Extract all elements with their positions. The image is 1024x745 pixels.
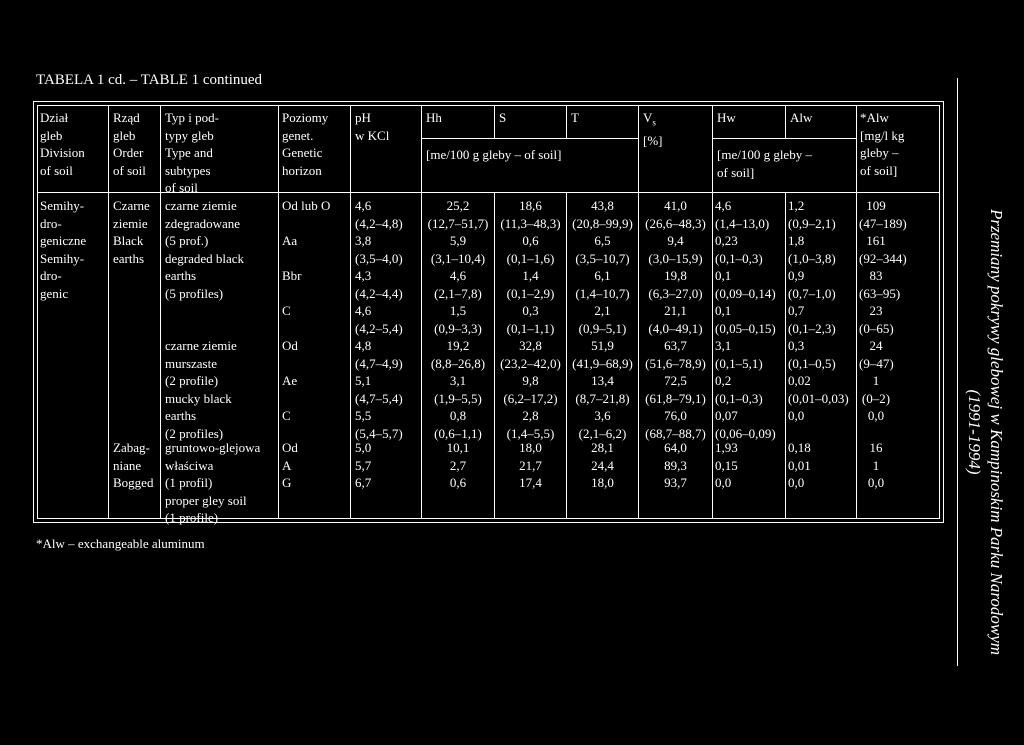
g1-hw: 4,6 (1,4–13,0) 0,23 (0,1–0,3) 0,1 (0,09–0,14) 0,1 (0,05–0,15): [715, 198, 776, 336]
g3-hh: 10,1 2,7 0,6: [446, 440, 470, 490]
g1-alw-mg: 109 (47–189) 161 (92–344) 83 (63–95) 23 (0–65): [859, 198, 907, 336]
col-rule-5: [421, 105, 422, 519]
header-horizon: Poziomy genet. Genetic horizon: [282, 110, 329, 178]
header-hw: Hw: [717, 110, 736, 125]
header-unit-me-2: [me/100 g gleby – of soil]: [717, 147, 812, 180]
side-title-line1: Przemiany pokrywy glebowej w Kampinoskim Parku Narodowym: [987, 208, 1006, 656]
col-rule-8: [638, 105, 639, 519]
g3-type: gruntowo-glejowa właściwa (1 profil) proper gley soil (1 profile): [165, 440, 261, 525]
footnote: *Alw – exchangeable aluminum: [36, 536, 205, 551]
g2-alw-mg: 24 (9–47) 1 (0–2) 0,0: [859, 338, 894, 423]
g2-hw: 3,1 (0,1–5,1) 0,2 (0,1–0,3) 0,07 (0,06–0,09): [715, 338, 776, 441]
order-bogged: Zabag- niane Bogged: [113, 440, 154, 490]
g3-t: 28,1 24,4 18,0: [591, 440, 614, 490]
col-rule-9: [712, 105, 713, 519]
unit-rule-2: [712, 138, 856, 139]
col-rule-7: [566, 105, 567, 138]
division-cell: Semihy- dro- geniczne Semihy- dro- genic: [40, 198, 87, 301]
col-rule-6b: [494, 192, 495, 519]
g2-t: 51,9 (41,9–68,9) 13,4 (8,7–21,8) 3,6 (2,1–6,2): [572, 338, 633, 441]
g1-horizons: Od lub O Aa Bbr C: [282, 198, 331, 318]
col-rule-3: [278, 105, 279, 519]
g3-vs: 64,0 89,3 93,7: [664, 440, 687, 490]
g3-alw: 0,18 0,01 0,0: [788, 440, 811, 490]
header-alw: Alw: [790, 110, 813, 125]
header-alw-mg: *Alw [mg/l kg gleby – of soil]: [860, 110, 905, 178]
g3-alw-mg: 16 1 0,0: [867, 440, 885, 490]
g1-vs: 41,0 (26,6–48,3) 9,4 (3,0–15,9) 19,8 (6,3–27,0) 21,1 (4,0–49,1): [645, 198, 706, 336]
g1-ph: 4,6 (4,2–4,8) 3,8 (3,5–4,0) 4,3 (4,2–4,4) 4,6 (4,2–5,4): [355, 198, 403, 336]
unit-rule-1: [421, 138, 638, 139]
side-title-line2: (1991-1994): [965, 389, 984, 475]
col-rule-2: [160, 105, 161, 519]
g3-ph: 5,0 5,7 6,7: [355, 440, 372, 490]
col-rule-11: [856, 105, 857, 519]
header-type: Typ i pod- typy gleb Type and subtypes of soil: [165, 110, 219, 195]
header-ph: pH w KCl: [355, 110, 390, 143]
order-black-earths: Czarne ziemie Black earths: [113, 198, 150, 266]
col-rule-10: [785, 105, 786, 138]
header-hh: Hh: [426, 110, 442, 125]
g1-type: czarne ziemie zdegradowane (5 prof.) degraded black earths (5 profiles): [165, 198, 245, 301]
g1-alw: 1,2 (0,9–2,1) 1,8 (1,0–3,8) 0,9 (0,7–1,0) 0,7 (0,1–2,3): [788, 198, 836, 336]
g2-vs: 63,7 (51,6–78,9) 72,5 (61,8–79,1) 76,0 (68,7–88,7): [645, 338, 706, 441]
g2-ph: 4,8 (4,7–4,9) 5,1 (4,7–5,4) 5,5 (5,4–5,7): [355, 338, 403, 441]
g3-hw: 1,93 0,15 0,0: [715, 440, 738, 490]
g2-alw: 0,3 (0,1–0,5) 0,02 (0,01–0,03) 0,0: [788, 338, 849, 423]
g2-type: czarne ziemie murszaste (2 profile) mucky black earths (2 profiles): [165, 338, 237, 441]
col-rule-7b: [566, 192, 567, 519]
header-t: T: [571, 110, 579, 125]
g3-horizons: Od A G: [282, 440, 298, 490]
g2-horizons: Od Ae C: [282, 338, 298, 423]
header-division: Dział gleb Division of soil: [40, 110, 85, 178]
g2-s: 32,8 (23,2–42,0) 9,8 (6,2–17,2) 2,8 (1,4–5,5): [500, 338, 561, 441]
side-rule: [957, 78, 958, 666]
table-caption: TABELA 1 cd. – TABLE 1 continued: [36, 72, 263, 88]
header-order: Rząd gleb Order of soil: [113, 110, 146, 178]
header-s: S: [499, 110, 507, 125]
g1-hh: 25,2 (12,7–51,7) 5,9 (3,1–10,4) 4,6 (2,1–7,8) 1,5 (0,9–3,3): [427, 198, 489, 336]
g1-t: 43,8 (20,8–99,9) 6,5 (3,5–10,7) 6,1 (1,4–10,7) 2,1 (0,9–5,1): [572, 198, 633, 336]
col-rule-1: [108, 105, 109, 519]
header-vs: $V_s$ [%]: [643, 110, 663, 149]
g1-s: 18,6 (11,3–48,3) 0,6 (0,1–1,6) 1,4 (0,1–2,9) 0,3 (0,1–1,1): [500, 198, 561, 336]
col-rule-4: [350, 105, 351, 519]
g2-hh: 19,2 (8,8–26,8) 3,1 (1,9–5,5) 0,8 (0,6–1,1): [430, 338, 486, 441]
col-rule-10b: [785, 192, 786, 519]
header-unit-me: [me/100 g gleby – of soil]: [426, 147, 562, 162]
g3-s: 18,0 21,7 17,4: [519, 440, 542, 490]
col-rule-6: [494, 105, 495, 138]
